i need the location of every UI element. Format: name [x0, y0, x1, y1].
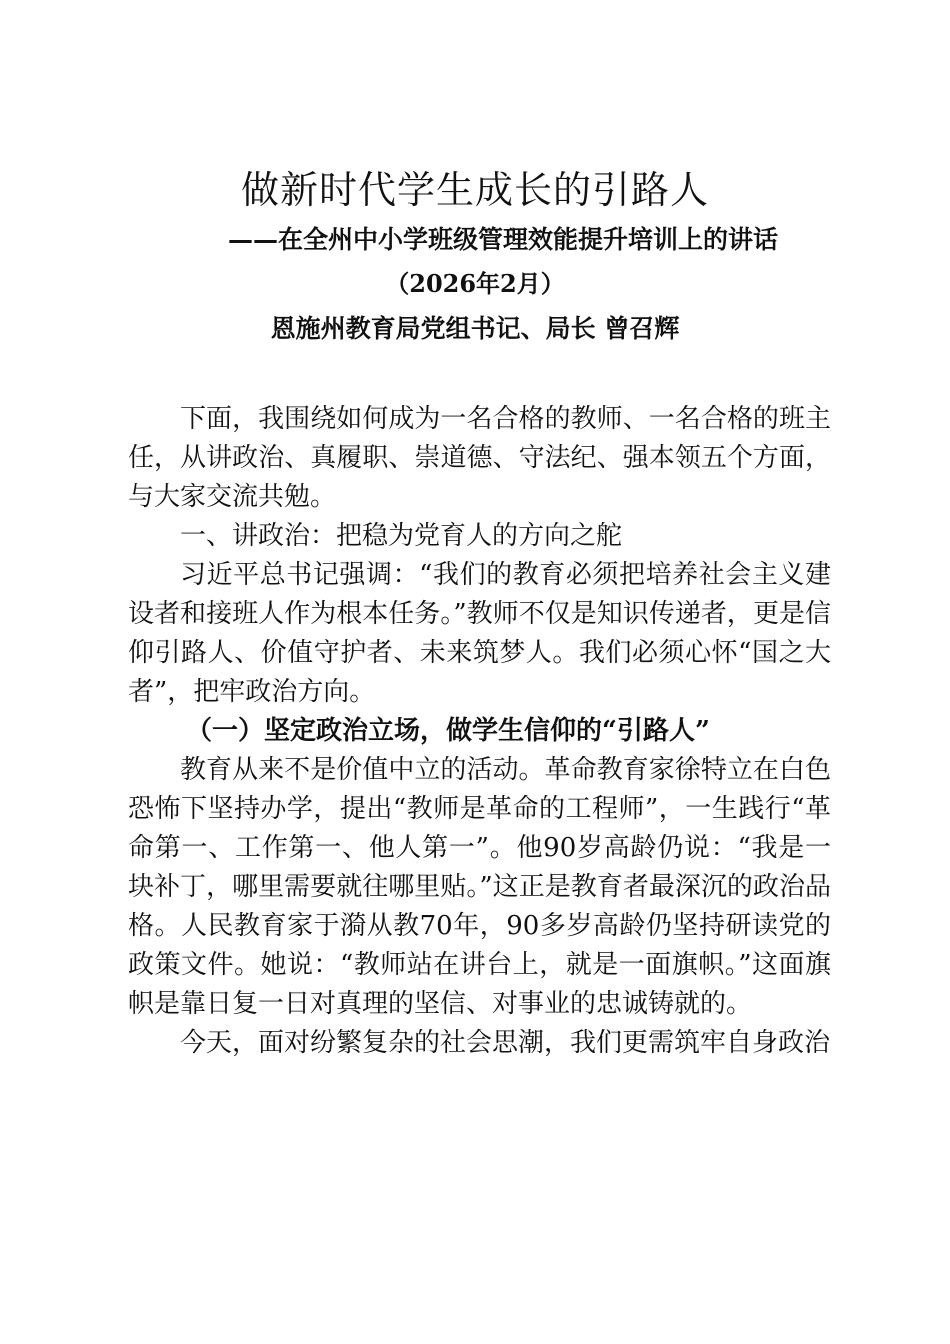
document-subtitle: ——在全州中小学班级管理效能提升培训上的讲话 [228, 225, 779, 254]
document-title: 做新时代学生成长的引路人 [240, 168, 709, 212]
intro-paragraph: 下面，我围绕如何成为一名合格的教师、一名合格的班主任，从讲政治、真履职、崇道德、守法纪、强本领五个方面，与大家交流共勉。 [128, 404, 831, 512]
subsection-heading: （一）坚定政治立场，做学生信仰的“引路人” [186, 716, 710, 746]
body-paragraph: 今天，面对纷繁复杂的社会思潮，我们更需筑牢自身政治 [180, 1028, 831, 1058]
document-body [128, 400, 831, 1063]
body-paragraph: 教育从来不是价值中立的活动。革命教育家徐特立在白色恐怖下坚持办学，提出“教师是革命的工程师”，一生践行“革命第一、工作第一、他人第一”。他90岁高龄仍说：“我是一块补丁，哪里需要就往哪里贴。”这正是教育者最深沉的政治品格。人民教育家于漪从教70年，90多岁高龄仍坚持研读党的政策文件。她说：“教师站在讲台上，就是一面旗帜。”这面旗帜是靠日复一日对真理的坚信、对事业的忠诚铸就的。 [128, 755, 831, 1019]
document-author: 恩施州教育局党组书记、局长 曾召辉 [270, 314, 680, 343]
body-paragraph: 习近平总书记强调：“我们的教育必须把培养社会主义建设者和接班人作为根本任务。”教师不仅是知识传递者，更是信仰引路人、价值守护者、未来筑梦人。我们必须心怀“国之大者”，把牢政治方向。 [128, 560, 831, 707]
section-heading: 一、讲政治：把稳为党育人的方向之舵 [180, 521, 623, 551]
document-date: （2026年2月） [385, 269, 565, 298]
